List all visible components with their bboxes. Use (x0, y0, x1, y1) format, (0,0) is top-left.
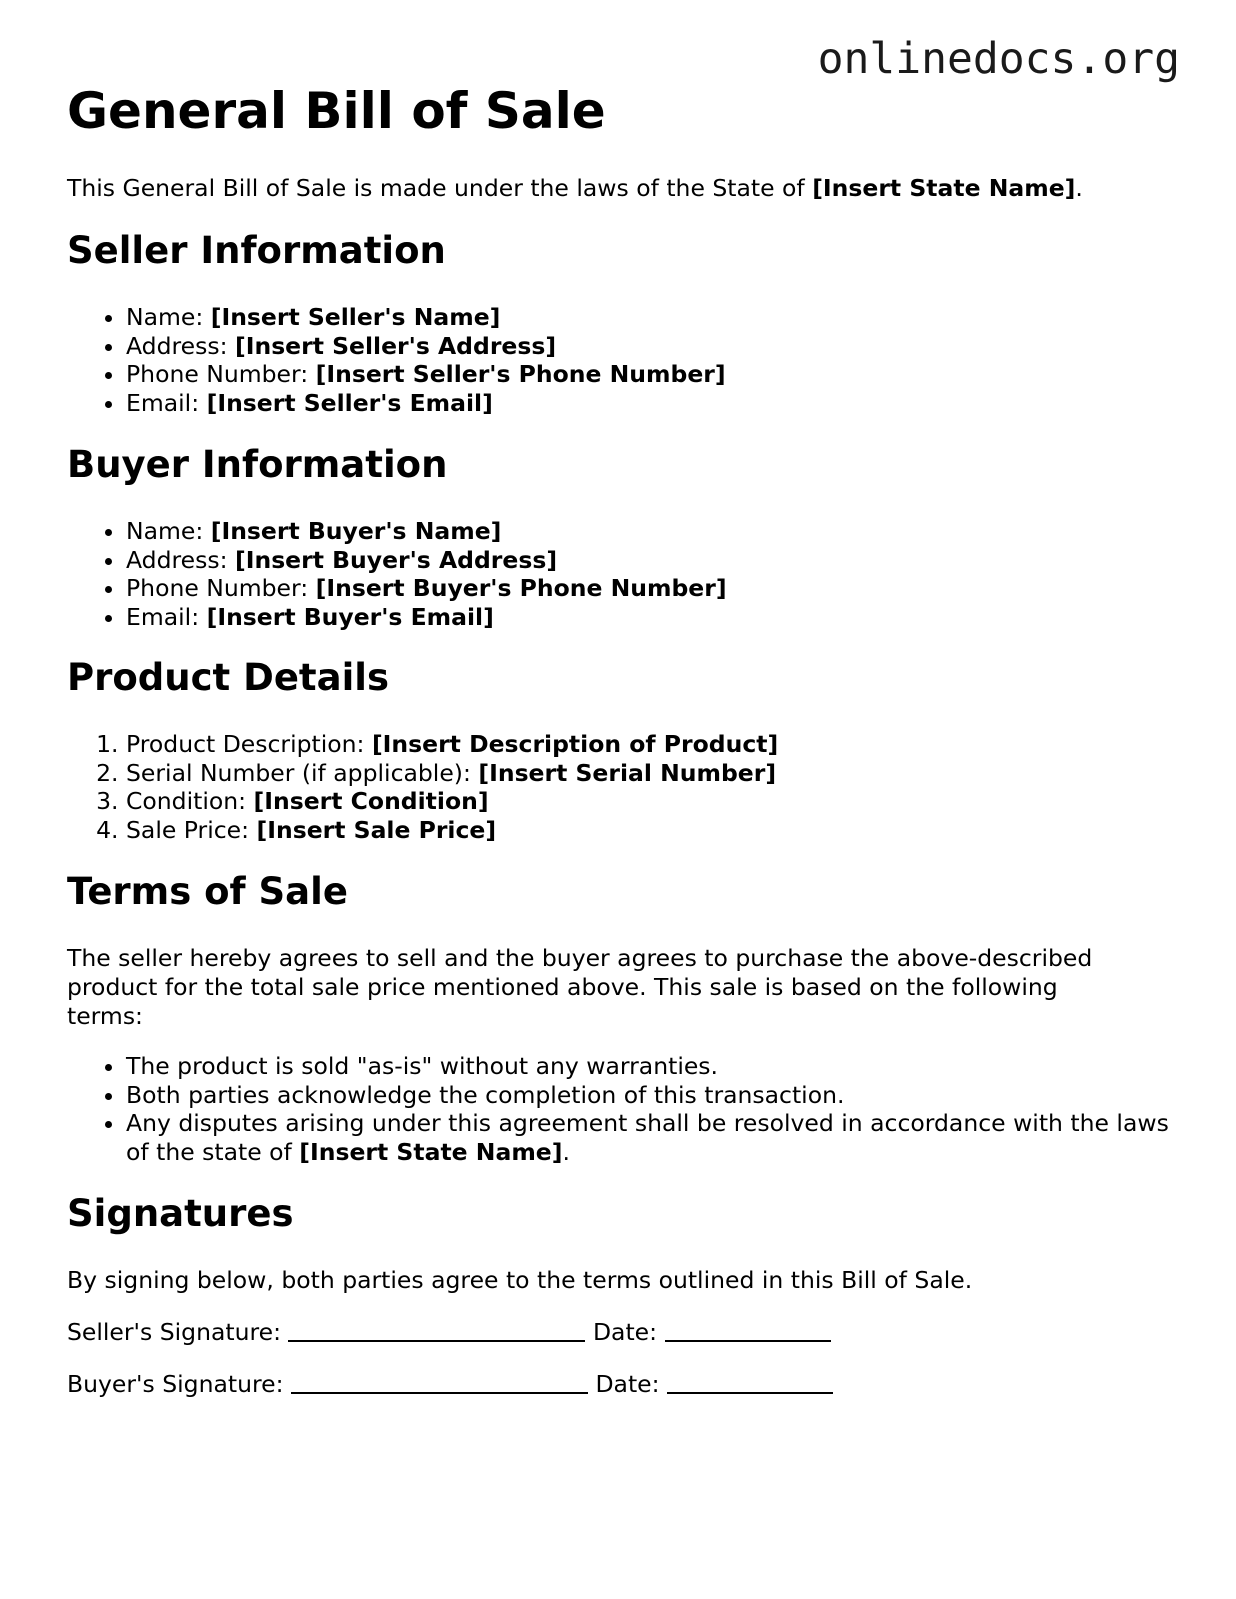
seller-name-item (126, 303, 1177, 332)
terms-item (126, 1109, 1186, 1166)
watermark-logo: onlinedocs.org (817, 34, 1180, 84)
signatures-paragraph: By signing below, both parties agree to the terms outlined in this Bill of Sale. (67, 1266, 973, 1294)
item-label: Name: (126, 517, 211, 545)
buyer-phone-item (126, 574, 1177, 603)
item-label: Name: (126, 303, 211, 331)
intro-state-placeholder: [Insert State Name] (812, 174, 1076, 202)
buyer-address-item (126, 546, 1177, 575)
item-value: [Insert Seller's Email] (206, 388, 493, 417)
seller-date-label: Date: (585, 1318, 665, 1346)
seller-signature-label: Seller's Signature: (67, 1318, 289, 1346)
item-value: [Insert Serial Number] (478, 758, 777, 787)
document-title: General Bill of Sale (67, 82, 606, 140)
item-value: [Insert Seller's Address] (234, 331, 557, 360)
seller-signature-line[interactable] (288, 1340, 585, 1342)
item-value: [Insert Buyer's Name] (210, 517, 502, 545)
item-label: Phone Number: (126, 360, 316, 388)
seller-email-item (126, 389, 1177, 418)
terms-list (67, 1052, 1186, 1166)
seller-heading: Seller Information (67, 229, 446, 272)
signatures-heading: Signatures (67, 1192, 294, 1235)
buyer-heading: Buyer Information (67, 443, 448, 486)
item-value: [Insert Buyer's Phone Number] (315, 574, 727, 602)
terms-item-text: The product is sold "as-is" without any warranties. (126, 1052, 719, 1080)
item-value: [Insert Condition] (253, 787, 489, 815)
buyer-list (67, 517, 1177, 631)
terms-item (126, 1081, 1186, 1110)
item-value: [Insert Description of Product] (371, 730, 779, 758)
item-label: Address: (126, 545, 235, 574)
item-label: Address: (126, 331, 235, 360)
seller-address-item (126, 332, 1177, 361)
product-description-item (126, 730, 1177, 759)
intro-paragraph (67, 174, 1177, 203)
seller-signature-row (67, 1318, 1177, 1347)
item-label: Product Description: (126, 730, 372, 758)
terms-state-placeholder: [Insert State Name] (299, 1137, 563, 1166)
item-label: Serial Number (if applicable): (126, 758, 479, 787)
buyer-signature-row (67, 1370, 1177, 1399)
item-label: Email: (126, 388, 207, 417)
buyer-signature-line[interactable] (291, 1392, 588, 1394)
seller-date-line[interactable] (665, 1340, 831, 1342)
terms-item-text: Both parties acknowledge the completion of this transaction. (126, 1080, 845, 1109)
seller-phone-item (126, 360, 1177, 389)
product-list (67, 730, 1177, 844)
product-heading: Product Details (67, 656, 389, 699)
terms-paragraph: The seller hereby agrees to sell and the buyer agrees to purchase the above-described product for the total sale price mentioned above. This sale is based on the following terms: (67, 944, 1093, 1030)
buyer-signature-label: Buyer's Signature: (67, 1370, 291, 1398)
product-serial-item (126, 759, 1177, 788)
buyer-date-line[interactable] (667, 1392, 833, 1394)
item-value: [Insert Buyer's Email] (206, 602, 494, 631)
product-price-item (126, 816, 1177, 845)
seller-list (67, 303, 1177, 417)
item-value: [Insert Seller's Phone Number] (315, 360, 726, 388)
item-label: Email: (126, 602, 207, 631)
buyer-date-label: Date: (587, 1370, 668, 1398)
intro-text: This General Bill of Sale is made under the laws of the State of (67, 174, 813, 202)
item-label: Condition: (126, 787, 254, 815)
item-value: [Insert Seller's Name] (210, 303, 501, 331)
terms-heading: Terms of Sale (67, 870, 348, 913)
product-condition-item (126, 787, 1177, 816)
item-label: Phone Number: (126, 574, 316, 602)
intro-end: . (1075, 174, 1083, 202)
item-value: [Insert Sale Price] (256, 815, 497, 844)
terms-item-text: Any disputes arising under this agreement shall be resolved in accordance with the laws of the state of (126, 1109, 1169, 1166)
terms-item (126, 1052, 1186, 1081)
terms-item-end: . (562, 1137, 570, 1166)
item-value: [Insert Buyer's Address] (234, 545, 558, 574)
buyer-email-item (126, 603, 1177, 632)
item-label: Sale Price: (126, 815, 257, 844)
buyer-name-item (126, 517, 1177, 546)
